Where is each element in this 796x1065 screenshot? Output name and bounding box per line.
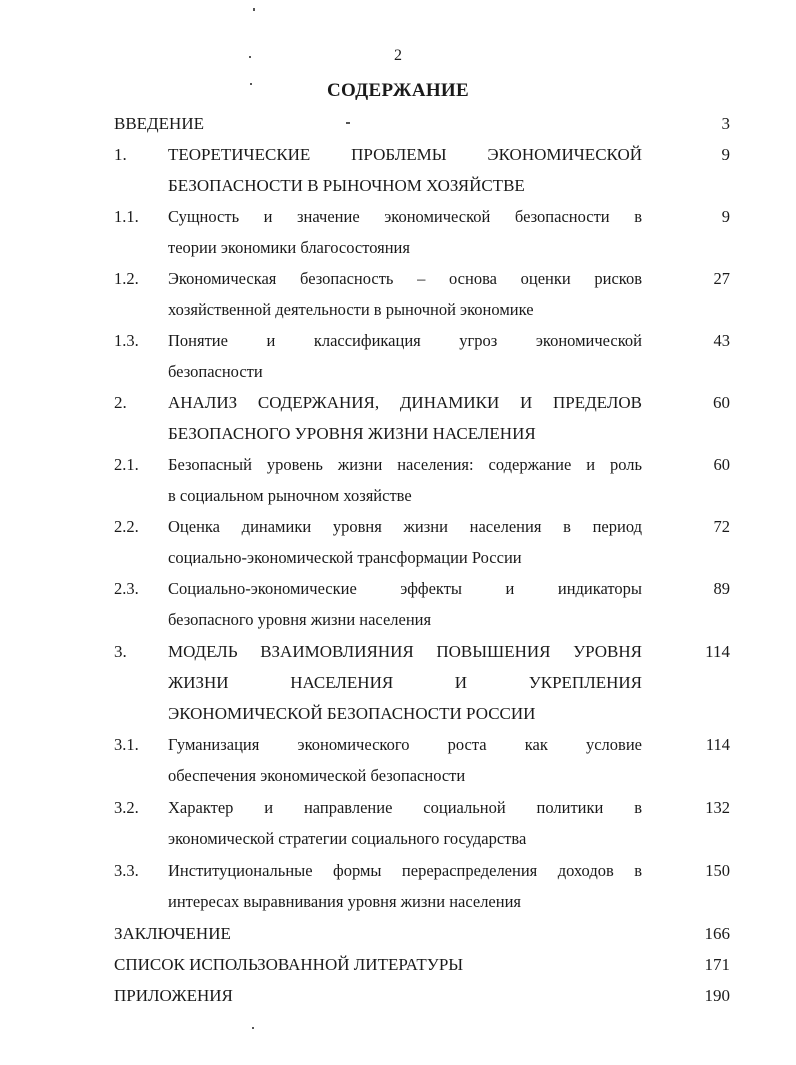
toc-page-number: 9	[721, 145, 730, 164]
toc-title: СОДЕРЖАНИЕ	[327, 80, 469, 101]
toc-entry-number: 1.2.	[114, 269, 139, 288]
toc-entry-title	[168, 449, 642, 511]
toc-entry-line: безопасности	[168, 362, 263, 381]
toc-entry-title	[168, 636, 642, 729]
toc-entry-line: Оценка динамики уровня жизни населения в период	[168, 517, 642, 536]
toc-page-number: 150	[705, 861, 730, 880]
toc-entry-number: 2.3.	[114, 579, 139, 598]
toc-entry-number: 1.	[114, 145, 127, 164]
toc-entry-title	[168, 201, 642, 263]
toc-page-number: 27	[713, 269, 730, 288]
toc-entry-line: ЗАКЛЮЧЕНИЕ	[114, 924, 231, 943]
toc-entry-title	[168, 139, 642, 201]
toc-entry-title	[114, 918, 644, 949]
toc-entry-line: Социально-экономические эффекты и индикаторы	[168, 579, 642, 598]
toc-entry-line: Понятие и классификация угроз экономической	[168, 331, 642, 350]
toc-entry-line: экономической стратегии социального государства	[168, 829, 527, 848]
toc-page-number: 89	[713, 579, 730, 598]
toc-entry-line: ТЕОРЕТИЧЕСКИЕ ПРОБЛЕМЫ ЭКОНОМИЧЕСКОЙ	[168, 145, 642, 164]
toc-entry-title	[168, 855, 642, 917]
toc-entry-title	[168, 325, 642, 387]
toc-page-number: 166	[704, 924, 730, 943]
toc-entry-number: 3.3.	[114, 861, 139, 880]
toc-entry-title	[168, 573, 642, 635]
toc-entry-line: безопасного уровня жизни населения	[168, 610, 432, 629]
page-number: 2	[394, 47, 402, 64]
toc-entry-line: в социальном рыночном хозяйстве	[168, 486, 412, 505]
toc-entry-line: ВВЕДЕНИЕ	[114, 114, 204, 133]
toc-entry-line: МОДЕЛЬ ВЗАИМОВЛИЯНИЯ ПОВЫШЕНИЯ УРОВНЯ	[168, 642, 642, 661]
toc-page-number: 114	[705, 735, 730, 754]
toc-page-number: 190	[704, 986, 730, 1005]
toc-page-number: 43	[713, 331, 730, 350]
toc-page-number: 60	[713, 393, 730, 412]
toc-entry-title	[114, 108, 644, 139]
toc-entry-title	[114, 980, 644, 1011]
toc-entry-line: социально-экономической трансформации России	[168, 548, 522, 567]
toc-entry-title	[168, 263, 642, 325]
toc-entry-title	[168, 511, 642, 573]
toc-entry-number: 1.3.	[114, 331, 139, 350]
toc-entry-line: ПРИЛОЖЕНИЯ	[114, 986, 233, 1005]
toc-entry-line: СПИСОК ИСПОЛЬЗОВАННОЙ ЛИТЕРАТУРЫ	[114, 955, 464, 974]
toc-entry-title	[168, 792, 642, 854]
toc-entry-title	[114, 949, 644, 980]
toc-entry-line: БЕЗОПАСНОГО УРОВНЯ ЖИЗНИ НАСЕЛЕНИЯ	[168, 424, 536, 443]
toc-entry-line: Безопасный уровень жизни населения: содержание и роль	[168, 455, 642, 474]
toc-entry-line: хозяйственной деятельности в рыночной экономике	[168, 300, 534, 319]
toc-entry-line: БЕЗОПАСНОСТИ В РЫНОЧНОМ ХОЗЯЙСТВЕ	[168, 176, 525, 195]
toc-page-number: 9	[721, 207, 730, 226]
toc-entry-line: Характер и направление социальной политики в	[168, 798, 642, 817]
toc-page-number: 132	[705, 798, 730, 817]
toc-page-number: 72	[713, 517, 730, 536]
toc-entry-number: 2.	[114, 393, 127, 412]
toc-entry-number: 2.2.	[114, 517, 139, 536]
toc-entry-line: ЭКОНОМИЧЕСКОЙ БЕЗОПАСНОСТИ РОССИИ	[168, 704, 536, 723]
toc-entry-line: ЖИЗНИ НАСЕЛЕНИЯ И УКРЕПЛЕНИЯ	[168, 673, 642, 692]
toc-entry-title	[168, 729, 642, 791]
toc-page-number: 3	[721, 114, 730, 133]
toc-entry-title	[168, 387, 642, 449]
toc-entry-number: 1.1.	[114, 207, 139, 226]
toc-entry-number: 3.2.	[114, 798, 139, 817]
toc-entry-line: обеспечения экономической безопасности	[168, 766, 466, 785]
toc-entry-number: 3.1.	[114, 735, 139, 754]
toc-page-number: 171	[704, 955, 730, 974]
toc-page-number: 114	[705, 642, 730, 661]
toc-page-number: 60	[713, 455, 730, 474]
toc-entry-number: 3.	[114, 642, 127, 661]
toc-entry-line: Гуманизация экономического роста как условие	[168, 735, 642, 754]
toc-entry-line: теории экономики благосостояния	[168, 238, 410, 257]
toc-entry-line: Сущность и значение экономической безопасности в	[168, 207, 642, 226]
toc-entry-line: Экономическая безопасность – основа оценки рисков	[168, 269, 642, 288]
toc-entry-number: 2.1.	[114, 455, 139, 474]
toc-entry-line: Институциональные формы перераспределения доходов в	[168, 861, 642, 880]
toc-entry-line: интересах выравнивания уровня жизни населения	[168, 892, 522, 911]
toc-entry-line: АНАЛИЗ СОДЕРЖАНИЯ, ДИНАМИКИ И ПРЕДЕЛОВ	[168, 393, 642, 412]
